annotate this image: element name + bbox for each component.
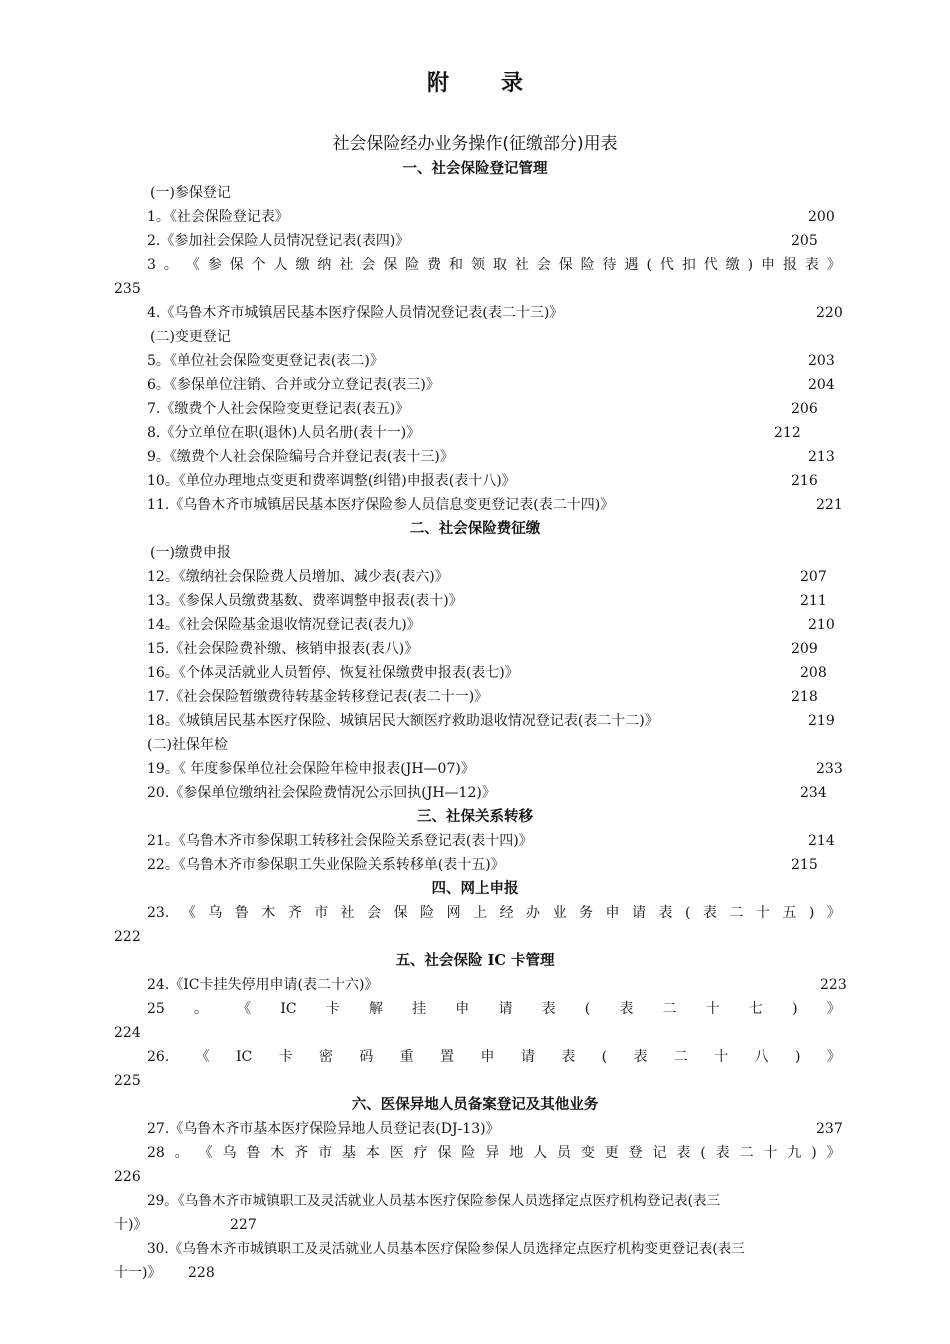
justified-token: 申 — [455, 1001, 470, 1017]
justified-token: 申 — [605, 905, 620, 921]
justified-token: 市 — [314, 905, 329, 921]
justified-token: IC — [236, 1049, 253, 1065]
justified-token: 保 — [383, 257, 398, 273]
page-number-22: 215 — [791, 857, 818, 873]
page-number-26: 225 — [114, 1073, 141, 1089]
page-number-19: 233 — [816, 761, 843, 777]
page-number-21: 214 — [808, 833, 835, 849]
justified-token: 员 — [556, 1145, 571, 1161]
page-number-3: 235 — [114, 281, 141, 297]
justified-token: ) — [747, 257, 754, 273]
document-subtitle: 社会保险经办业务操作(征缴部分)用表 — [332, 134, 618, 154]
list-item-8: 8.《分立单位在职(退休)人员名册(表十一)》 — [147, 425, 421, 441]
justified-token: 申 — [761, 257, 776, 273]
justified-token: 个 — [251, 257, 266, 273]
justified-token: 申 — [480, 1049, 495, 1065]
justified-token: 25 — [147, 1001, 165, 1017]
justified-token: 异 — [485, 1145, 500, 1161]
list-item-14: 14。《社会保险基金退收情况登记表(表九)》 — [147, 617, 421, 633]
subsection-payment-declaration: (一)缴费申报 — [150, 545, 231, 561]
list-item-9: 9。《缴费个人社会保险编号合并登记表(表十三)》 — [147, 449, 454, 465]
justified-token: 表 — [715, 1145, 730, 1161]
justified-token: 齐 — [294, 1145, 309, 1161]
list-item-10: 10。《单位办理地点变更和费率调整(纠错)申报表(表十八)》 — [147, 473, 516, 489]
justified-token: 《 — [195, 1049, 210, 1065]
section-heading-registration: 一、社会保险登记管理 — [402, 160, 548, 177]
justified-token: 险 — [580, 257, 595, 273]
justified-token: 七 — [748, 1001, 763, 1017]
justified-token: 乌 — [208, 905, 223, 921]
justified-token: 保 — [437, 1145, 452, 1161]
page-number-18: 219 — [808, 713, 835, 729]
list-item-16: 16。《个体灵活就业人员暂停、恢复社保缴费申报表(表七)》 — [147, 665, 519, 681]
justified-token: 。 — [174, 1145, 189, 1161]
justified-token: 纳 — [317, 257, 332, 273]
list-item-4: 4.《乌鲁木齐市城镇居民基本医疗保险人员情况登记表(表二十三)》 — [147, 305, 564, 321]
list-item-30-continuation: 十一)》 — [114, 1265, 162, 1281]
list-item-30: 30.《乌鲁木齐市城镇职工及灵活就业人员基本医疗保险参保人员选择定点医疗机构变更登记表(表三 — [147, 1241, 745, 1257]
justified-token: 请 — [520, 1049, 535, 1065]
page-number-27: 237 — [816, 1121, 843, 1137]
justified-token: ( — [601, 1049, 608, 1065]
justified-token: 险 — [461, 1145, 476, 1161]
list-item-29-continuation: 十)》 — [114, 1217, 148, 1233]
justified-token: 表 — [658, 905, 673, 921]
justified-token: ) — [794, 1049, 801, 1065]
list-item-13: 13。《参保人员缴费基数、费率调整申报表(表十)》 — [147, 593, 463, 609]
page-number-25: 224 — [114, 1025, 141, 1041]
justified-token: ( — [584, 1001, 591, 1017]
list-item-26 — [147, 1046, 841, 1068]
justified-token: 市 — [318, 1145, 333, 1161]
list-item-3 — [147, 254, 841, 276]
justified-token: 代 — [659, 257, 674, 273]
page-number-29: 227 — [230, 1217, 257, 1233]
page-number-28: 226 — [114, 1169, 141, 1185]
justified-token: 医 — [389, 1145, 404, 1161]
justified-token: ) — [792, 1001, 798, 1017]
justified-token: 业 — [552, 905, 567, 921]
page-number-12: 207 — [800, 569, 827, 585]
page-number-16: 208 — [800, 665, 827, 681]
list-item-21: 21。《乌鲁木齐市参保职工转移社会保险关系登记表(表十四)》 — [147, 833, 533, 849]
justified-token: 《 — [185, 257, 200, 273]
justified-token: 取 — [492, 257, 507, 273]
justified-token: ) — [811, 1145, 817, 1161]
justified-token: 卡 — [278, 1049, 293, 1065]
justified-token: 办 — [526, 905, 541, 921]
justified-token: 扣 — [681, 257, 696, 273]
page-number-17: 218 — [791, 689, 818, 705]
list-item-5: 5。《单位社会保险变更登记表(表二)》 — [147, 353, 384, 369]
section-heading-online-declaration: 四、网上申报 — [431, 880, 519, 897]
list-item-1: 1。《社会保险登记表》 — [147, 209, 289, 225]
subsection-annual-inspection: (二)社保年检 — [147, 737, 228, 753]
list-item-19: 19。《 年度参保单位社会保险年检申报表(JH—07)》 — [147, 761, 475, 777]
page-number-30: 228 — [188, 1265, 215, 1281]
page-number-9: 213 — [808, 449, 835, 465]
subsection-change-registration: (二)变更登记 — [150, 329, 231, 345]
justified-token: 》 — [826, 1049, 841, 1065]
justified-token: 表 — [676, 1145, 691, 1161]
page-number-7: 206 — [791, 401, 818, 417]
list-item-23 — [147, 902, 841, 924]
justified-token: 人 — [273, 257, 288, 273]
justified-token: 挂 — [412, 1001, 427, 1017]
justified-token: 记 — [652, 1145, 667, 1161]
justified-token: 会 — [536, 257, 551, 273]
justified-token: 》 — [826, 1001, 841, 1017]
page-number-24: 223 — [820, 977, 847, 993]
justified-token: 齐 — [287, 905, 302, 921]
list-item-17: 17.《社会保险暂缴费待转基金转移登记表(表二十一)》 — [147, 689, 489, 705]
section-heading-transfer: 三、社保关系转移 — [417, 808, 533, 825]
justified-token: 请 — [631, 905, 646, 921]
justified-token: 会 — [367, 905, 382, 921]
justified-token: 参 — [207, 257, 222, 273]
page-number-15: 209 — [791, 641, 818, 657]
justified-token: 险 — [405, 257, 420, 273]
section-heading-medical-offsite: 六、医保异地人员备案登记及其他业务 — [351, 1096, 599, 1113]
justified-token: 地 — [509, 1145, 524, 1161]
justified-token: 鲁 — [246, 1145, 261, 1161]
justified-token: 和 — [449, 257, 464, 273]
justified-token: 费 — [427, 257, 442, 273]
justified-token: 。 — [163, 257, 178, 273]
justified-token: 《 — [237, 1001, 252, 1017]
justified-token: 八 — [754, 1049, 769, 1065]
justified-token: 解 — [368, 1001, 383, 1017]
justified-token: 本 — [365, 1145, 380, 1161]
justified-token: 更 — [604, 1145, 619, 1161]
justified-token: 疗 — [413, 1145, 428, 1161]
justified-token: 》 — [826, 257, 841, 273]
justified-token: 缴 — [295, 257, 310, 273]
justified-token: 会 — [361, 257, 376, 273]
list-item-15: 15.《社会保险费补缴、核销申报表(表八)》 — [147, 641, 419, 657]
justified-token: 十 — [763, 1145, 778, 1161]
page-title — [0, 66, 950, 97]
justified-token: 表 — [619, 1001, 634, 1017]
justified-token: 置 — [440, 1049, 455, 1065]
justified-token: 保 — [229, 257, 244, 273]
justified-token: 密 — [319, 1049, 334, 1065]
justified-token: 《 — [181, 905, 196, 921]
justified-token: 重 — [399, 1049, 414, 1065]
justified-token: 上 — [473, 905, 488, 921]
justified-token: 经 — [499, 905, 514, 921]
title-char-2: 录 — [501, 70, 524, 96]
page-number-2: 205 — [791, 233, 818, 249]
justified-token: 领 — [470, 257, 485, 273]
page-number-5: 203 — [808, 353, 835, 369]
justified-token: 表 — [541, 1001, 556, 1017]
justified-token: 表 — [702, 905, 717, 921]
justified-token: 待 — [602, 257, 617, 273]
justified-token: 险 — [420, 905, 435, 921]
list-item-11: 11.《乌鲁木齐市城镇居民基本医疗保险参人员信息变更登记表(表二十四)》 — [147, 497, 615, 513]
justified-token: ) — [808, 905, 815, 921]
subsection-enrollment-registration: (一)参保登记 — [150, 185, 231, 201]
page-number-4: 220 — [816, 305, 843, 321]
justified-token: 五 — [782, 905, 797, 921]
list-item-2: 2.《参加社会保险人员情况登记表(表四)》 — [147, 233, 410, 249]
justified-token: 二 — [739, 1145, 754, 1161]
page-number-11: 221 — [816, 497, 843, 513]
list-item-24: 24.《IC卡挂失停用申请(表二十六)》 — [147, 977, 379, 993]
justified-token: 人 — [533, 1145, 548, 1161]
page-number-20: 234 — [800, 785, 827, 801]
justified-token: 请 — [498, 1001, 513, 1017]
justified-token: ( — [646, 257, 652, 273]
justified-token: 基 — [341, 1145, 356, 1161]
page-number-8: 212 — [774, 425, 801, 441]
justified-token: 十 — [755, 905, 770, 921]
page-number-13: 211 — [800, 593, 827, 609]
justified-token: ( — [700, 1145, 706, 1161]
list-item-27: 27.《乌鲁木齐市基本医疗保险异地人员登记表(DJ-13)》 — [147, 1121, 500, 1137]
justified-token: 遇 — [624, 257, 639, 273]
justified-token: 十 — [705, 1001, 720, 1017]
justified-token: 二 — [662, 1001, 677, 1017]
title-char-1: 附 — [426, 70, 449, 96]
section-heading-fee-collection: 二、社会保险费征缴 — [409, 520, 541, 537]
justified-token: 九 — [787, 1145, 802, 1161]
page-number-23: 222 — [114, 929, 141, 945]
list-item-25 — [147, 998, 841, 1020]
list-item-22: 22。《乌鲁木齐市参保职工失业保险关系转移单(表十五)》 — [147, 857, 505, 873]
justified-token: 表 — [633, 1049, 648, 1065]
justified-token: 代 — [703, 257, 718, 273]
page-number-14: 210 — [808, 617, 835, 633]
justified-token: 鲁 — [234, 905, 249, 921]
page-number-10: 216 — [791, 473, 818, 489]
justified-token: 木 — [270, 1145, 285, 1161]
justified-token: 表 — [561, 1049, 576, 1065]
list-item-12: 12。《缴纳社会保险费人员增加、减少表(表六)》 — [147, 569, 449, 585]
justified-token: 》 — [826, 905, 841, 921]
justified-token: 表 — [804, 257, 819, 273]
justified-token: 登 — [628, 1145, 643, 1161]
justified-token: 网 — [446, 905, 461, 921]
list-item-20: 20.《参保单位缴纳社会保险费情况公示回执(JH—12)》 — [147, 785, 496, 801]
justified-token: IC — [280, 1001, 297, 1017]
list-item-6: 6。《参保单位注销、合并或分立登记表(表三)》 — [147, 377, 440, 393]
list-item-29: 29。《乌鲁木齐市城镇职工及灵活就业人员基本医疗保险参保人员选择定点医疗机构登记表(表三 — [147, 1193, 721, 1209]
justified-token: 23. — [147, 905, 170, 921]
justified-token: 社 — [514, 257, 529, 273]
list-item-18: 18。《城镇居民基本医疗保险、城镇居民大额医疗救助退收情况登记表(表二十二)》 — [147, 713, 659, 729]
justified-token: 卡 — [325, 1001, 340, 1017]
justified-token: 。 — [194, 1001, 208, 1017]
section-heading-ic-card: 五、社会保险 IC 卡管理 — [395, 952, 555, 969]
justified-token: 》 — [826, 1145, 841, 1161]
justified-token: 社 — [340, 905, 355, 921]
justified-token: 二 — [729, 905, 744, 921]
page-number-1: 200 — [808, 209, 835, 225]
justified-token: 报 — [782, 257, 797, 273]
justified-token: 3 — [147, 257, 156, 273]
list-item-28 — [147, 1142, 841, 1164]
justified-token: 十 — [714, 1049, 729, 1065]
justified-token: 务 — [579, 905, 594, 921]
justified-token: 《 — [198, 1145, 213, 1161]
justified-token: 保 — [558, 257, 573, 273]
page-number-6: 204 — [808, 377, 835, 393]
justified-token: 28 — [147, 1145, 165, 1161]
justified-token: 变 — [580, 1145, 595, 1161]
list-item-7: 7.《缴费个人社会保险变更登记表(表五)》 — [147, 401, 410, 417]
justified-token: 木 — [261, 905, 276, 921]
justified-token: 26. — [147, 1049, 170, 1065]
justified-token: ( — [684, 905, 691, 921]
justified-token: 二 — [673, 1049, 688, 1065]
justified-token: 社 — [339, 257, 354, 273]
justified-token: 缴 — [725, 257, 740, 273]
justified-token: 码 — [359, 1049, 374, 1065]
justified-token: 保 — [393, 905, 408, 921]
justified-token: 乌 — [222, 1145, 237, 1161]
